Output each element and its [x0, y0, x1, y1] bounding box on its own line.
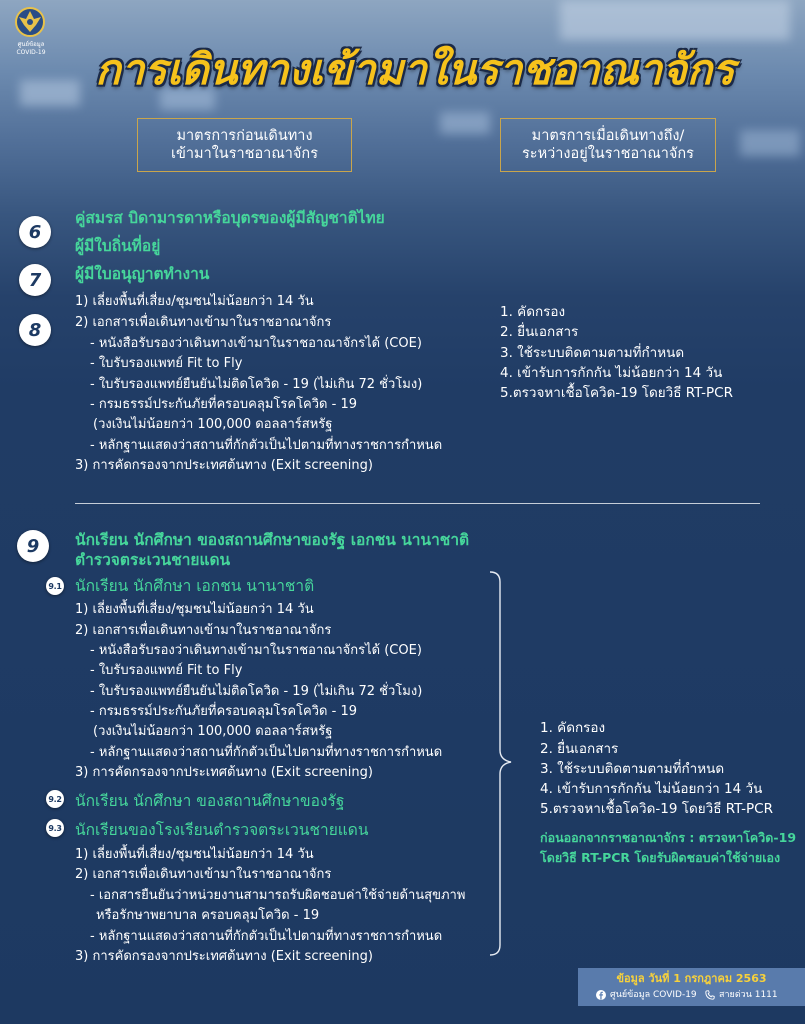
background-sign — [560, 0, 790, 40]
departure-note: โดยวิธี RT-PCR โดยรับผิดชอบค่าใช้จ่ายเอง — [540, 850, 781, 865]
list-item: 3) การคัดกรองจากประเทศต้นทาง (Exit screening) — [75, 765, 373, 780]
group-heading: ตำรวจตระเวนชายแดน — [75, 551, 231, 569]
footer-hotline: สายด่วน 1111 — [719, 990, 778, 1000]
list-item: 3) การคัดกรองจากประเทศต้นทาง (Exit screening) — [75, 458, 373, 473]
arrival-step: 5.ตรวจหาเชื้อโควิด-19 โดยวิธี RT-PCR — [540, 801, 773, 817]
arrival-header-line2: ระหว่างอยู่ในราชอาณาจักร — [522, 146, 694, 162]
number-badge-7: 7 — [19, 264, 51, 296]
list-subitem: - ใบรับรองแพทย์ Fit to Fly — [90, 356, 243, 371]
phone-icon — [705, 990, 715, 1000]
logo-line2: COVID-19 — [16, 49, 46, 56]
background-sign — [740, 130, 800, 156]
arrival-step: 1. คัดกรอง — [500, 304, 566, 320]
arrival-step: 3. ใช้ระบบติดตามตามที่กำหนด — [540, 761, 725, 777]
list-subitem: - หลักฐานแสดงว่าสถานที่กักตัวเป็นไปตามที่ทางราชการกำหนด — [90, 929, 443, 944]
list-subitem: - ใบรับรองแพทย์ Fit to Fly — [90, 663, 243, 678]
group-heading: ผู้มีใบอนุญาตทำงาน — [75, 265, 210, 283]
arrival-step: 4. เข้ารับการกักกัน ไม่น้อยกว่า 14 วัน — [500, 365, 723, 381]
number-badge-9-3: 9.3 — [46, 819, 64, 837]
list-item: 1) เลี่ยงพื้นที่เสี่ยง/ชุมชนไม่น้อยกว่า 14 วัน — [75, 847, 314, 862]
number-badge-6: 6 — [19, 216, 51, 248]
list-subitem: - ใบรับรองแพทย์ยืนยันไม่ติดโควิด - 19 (ไม่เกิน 72 ชั่วโมง) — [90, 684, 423, 699]
list-subitem: - หลักฐานแสดงว่าสถานที่กักตัวเป็นไปตามที่ทางราชการกำหนด — [90, 438, 443, 453]
subgroup-heading: นักเรียน นักศึกษา ของสถานศึกษาของรัฐ — [75, 792, 345, 810]
arrival-step: 2. ยื่นเอกสาร — [540, 741, 619, 757]
before-header-line1: มาตรการก่อนเดินทาง — [176, 128, 313, 144]
list-item: 2) เอกสารเพื่อเดินทางเข้ามาในราชอาณาจักร — [75, 315, 332, 330]
list-subitem: - หนังสือรับรองว่าเดินทางเข้ามาในราชอาณาจักรได้ (COE) — [90, 336, 422, 351]
facebook-icon — [596, 990, 606, 1000]
section-divider — [75, 503, 760, 504]
before-header-line2: เข้ามาในราชอาณาจักร — [171, 146, 318, 162]
list-item: 1) เลี่ยงพื้นที่เสี่ยง/ชุมชนไม่น้อยกว่า 14 วัน — [75, 602, 314, 617]
list-item: 2) เอกสารเพื่อเดินทางเข้ามาในราชอาณาจักร — [75, 867, 332, 882]
logo-line1: ศูนย์ข้อมูล — [17, 41, 45, 48]
before-travel-header — [137, 118, 352, 172]
subgroup-heading: นักเรียน นักศึกษา เอกชน นานาชาติ — [75, 577, 315, 595]
arrival-step: 4. เข้ารับการกักกัน ไม่น้อยกว่า 14 วัน — [540, 781, 763, 797]
group-heading: คู่สมรส บิดามารดาหรือบุตรของผู้มีสัญชาติไทย — [75, 209, 385, 227]
list-subitem: - กรมธรรม์ประกันภัยที่ครอบคลุมโรคโควิด - 19 — [90, 397, 357, 412]
number-badge-9: 9 — [17, 530, 49, 562]
subgroup-heading: นักเรียนของโรงเรียนตำรวจตระเวนชายแดน — [75, 821, 369, 839]
list-subitem: - ใบรับรองแพทย์ยืนยันไม่ติดโควิด - 19 (ไม่เกิน 72 ชั่วโมง) — [90, 377, 423, 392]
number-badge-9-1: 9.1 — [46, 577, 64, 595]
number-badge-9-2: 9.2 — [46, 790, 64, 808]
list-item: 2) เอกสารเพื่อเดินทางเข้ามาในราชอาณาจักร — [75, 623, 332, 638]
list-subitem: - กรมธรรม์ประกันภัยที่ครอบคลุมโรคโควิด - 19 — [90, 704, 357, 719]
list-subitem: - เอกสารยืนยันว่าหน่วยงานสามารถรับผิดชอบค่าใช้จ่ายด้านสุขภาพ — [90, 888, 466, 903]
arrival-step: 1. คัดกรอง — [540, 720, 606, 736]
list-subitem: (วงเงินไม่น้อยกว่า 100,000 ดอลลาร์สหรัฐ — [93, 417, 333, 432]
group-heading: ผู้มีใบถิ่นที่อยู่ — [75, 237, 161, 255]
arrival-step: 2. ยื่นเอกสาร — [500, 324, 579, 340]
government-emblem-icon — [13, 6, 47, 38]
list-subitem: หรือรักษาพยาบาล ครอบคลุมโควิด - 19 — [96, 908, 320, 923]
arrival-header — [500, 118, 716, 172]
list-subitem: (วงเงินไม่น้อยกว่า 100,000 ดอลลาร์สหรัฐ — [93, 724, 333, 739]
page-title: การเดินทางเข้ามาในราชอาณาจักร — [95, 45, 735, 94]
list-subitem: - หนังสือรับรองว่าเดินทางเข้ามาในราชอาณาจักรได้ (COE) — [90, 643, 422, 658]
number-badge-8: 8 — [19, 314, 51, 346]
arrival-step: 5.ตรวจหาเชื้อโควิด-19 โดยวิธี RT-PCR — [500, 385, 733, 401]
data-date: ข้อมูล วันที่ 1 กรกฎาคม 2563 — [616, 972, 767, 985]
list-item: 1) เลี่ยงพื้นที่เสี่ยง/ชุมชนไม่น้อยกว่า 14 วัน — [75, 294, 314, 309]
footer-box — [578, 968, 805, 1006]
arrival-header-line1: มาตรการเมื่อเดินทางถึง/ — [531, 128, 685, 144]
group-heading: นักเรียน นักศึกษา ของสถานศึกษาของรัฐ เอกชน นานาชาติ — [75, 531, 470, 549]
footer-source: ศูนย์ข้อมูล COVID-19 — [610, 990, 697, 1000]
list-item: 3) การคัดกรองจากประเทศต้นทาง (Exit screening) — [75, 949, 373, 964]
arrival-step: 3. ใช้ระบบติดตามตามที่กำหนด — [500, 345, 685, 361]
list-subitem: - หลักฐานแสดงว่าสถานที่กักตัวเป็นไปตามที่ทางราชการกำหนด — [90, 745, 443, 760]
background-sign — [440, 112, 490, 134]
bracket-shape — [480, 565, 520, 965]
departure-note: ก่อนออกจากราชอาณาจักร : ตรวจหาโควิด-19 — [540, 830, 797, 845]
